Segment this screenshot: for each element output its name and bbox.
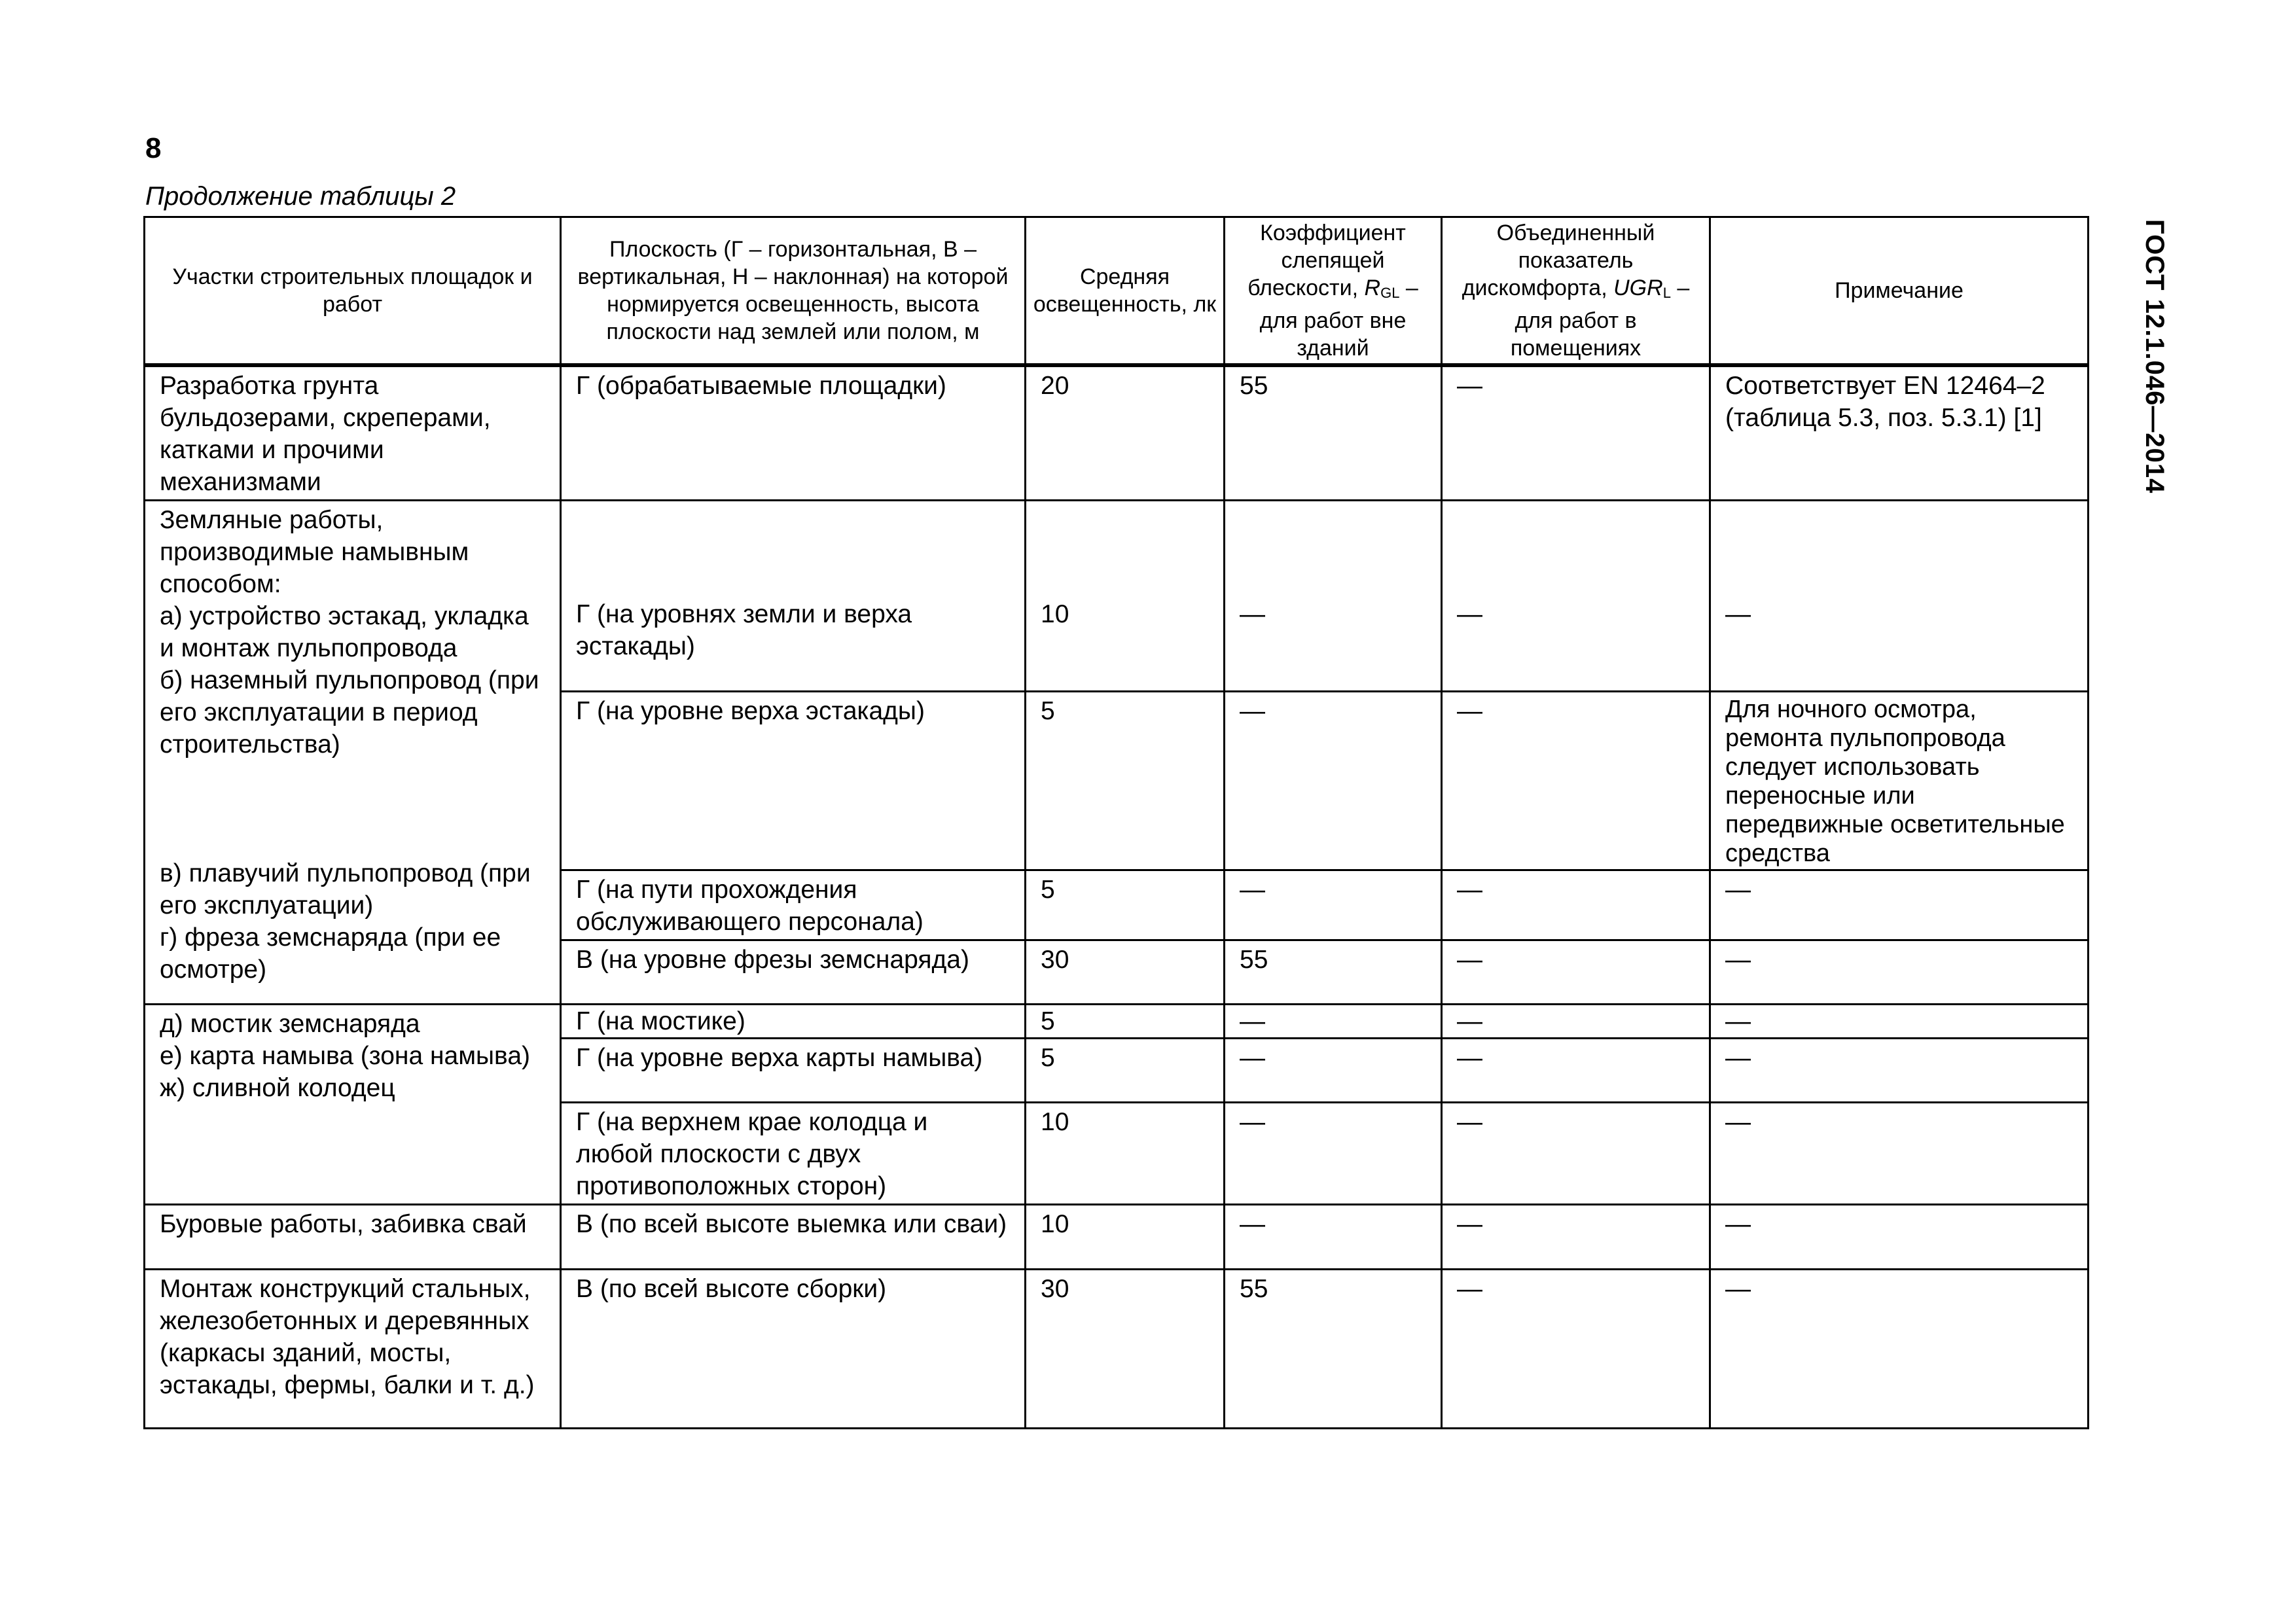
cell-plane: В (на уровне фрезы земснаряда) [561, 940, 1026, 1005]
cell-lux: 5 [1026, 692, 1225, 870]
cell-plane: В (по всей высоте выемка или сваи) [561, 1205, 1026, 1270]
cell-note: — [1710, 1103, 2089, 1205]
cell-note: — [1710, 1270, 2089, 1429]
cell-ugr: — [1442, 1039, 1710, 1103]
header-illuminance: Средняя освещенность, лк [1026, 217, 1225, 366]
cell-ugr: — [1442, 870, 1710, 940]
header-area: Участки строительных площадок и работ [145, 217, 561, 366]
cell-lux: 5 [1026, 1005, 1225, 1039]
cell-plane: Г (обрабатываемые площадки) [561, 365, 1026, 501]
table-row [145, 501, 2089, 692]
cell-plane: Г (на пути прохождения обслуживающего персонала) [561, 870, 1026, 940]
cell-note: — [1710, 1005, 2089, 1039]
cell-lux: 5 [1026, 1039, 1225, 1103]
table-row [145, 1205, 2089, 1270]
illumination-table [143, 216, 2089, 1429]
cell-glare: — [1225, 501, 1442, 692]
cell-glare: — [1225, 692, 1442, 870]
cell-glare: 55 [1225, 1270, 1442, 1429]
area-item-b: б) наземный пульпопровод (при его эксплуатации в период строительства) [160, 666, 539, 758]
cell-area-group [145, 501, 561, 1005]
cell-plane: Г (на верхнем крае колодца и любой плоскости с двух противоположных сторон) [561, 1103, 1026, 1205]
cell-note: — [1710, 501, 2089, 692]
cell-lux: 20 [1026, 365, 1225, 501]
cell-glare: — [1225, 1039, 1442, 1103]
cell-lux: 10 [1026, 1103, 1225, 1205]
cell-note: — [1710, 940, 2089, 1005]
cell-area: Монтаж конструкций стальных, железобетонных и деревянных (каркасы зданий, мосты, эстакады, фермы, балки и т. д.) [145, 1270, 561, 1429]
cell-area: Разработка грунта бульдозерами, скреперами, катками и прочими механизмами [145, 365, 561, 501]
area-item-e: е) карта намыва (зона намыва) [160, 1042, 530, 1070]
cell-note: Для ночного осмотра, ремонта пульпопровода следует использовать переносные или передвижные осветительные средства [1710, 692, 2089, 870]
header-ugr: Объединенный показатель дискомфорта, $UGR_L$ – для работ в помещениях [1442, 217, 1710, 366]
header-plane: Плоскость (Г – горизонтальная, В – вертикальная, Н – наклонная) на которой нормируется освещенность, высота плоскости над землей или полом, м [561, 217, 1026, 366]
area-item-v: в) плавучий пульпопровод (при его эксплуатации) [160, 859, 531, 919]
area-item-g: г) фреза земснаряда (при ее осмотре) [160, 923, 501, 984]
cell-ugr: — [1442, 1005, 1710, 1039]
cell-glare: — [1225, 1103, 1442, 1205]
cell-plane: Г (на уровнях земли и верха эстакады) [561, 501, 1026, 692]
cell-ugr: — [1442, 692, 1710, 870]
area-item-a: а) устройство эстакад, укладка и монтаж пульпопровода [160, 602, 529, 662]
area-item-d: д) мостик земснаряда [160, 1010, 420, 1038]
cell-lux: 10 [1026, 501, 1225, 692]
cell-note: — [1710, 1205, 2089, 1270]
cell-lux: 30 [1026, 940, 1225, 1005]
area-item-zh: ж) сливной колодец [160, 1074, 395, 1102]
cell-glare: — [1225, 1005, 1442, 1039]
cell-lux: 10 [1026, 1205, 1225, 1270]
header-glare: Коэффициент слепящей блескости, $R_{GL}$ – для работ вне зданий [1225, 217, 1442, 366]
cell-glare: 55 [1225, 365, 1442, 501]
cell-area: Буровые работы, забивка свай [145, 1205, 561, 1270]
area-intro: Земляные работы, производимые намывным способом: [160, 506, 469, 598]
cell-glare: — [1225, 870, 1442, 940]
cell-ugr: — [1442, 365, 1710, 501]
cell-ugr: — [1442, 1103, 1710, 1205]
cell-plane: Г (на уровне верха эстакады) [561, 692, 1026, 870]
table-row [145, 365, 2089, 501]
cell-lux: 30 [1026, 1270, 1225, 1429]
cell-ugr: — [1442, 940, 1710, 1005]
cell-note: Соответствует EN 12464–2 (таблица 5.3, поз. 5.3.1) [1] [1710, 365, 2089, 501]
page-number: 8 [145, 132, 162, 164]
cell-plane: Г (на мостике) [561, 1005, 1026, 1039]
cell-ugr: — [1442, 1270, 1710, 1429]
cell-plane: В (по всей высоте сборки) [561, 1270, 1026, 1429]
cell-note: — [1710, 870, 2089, 940]
cell-area-group [145, 1005, 561, 1205]
table-row [145, 1005, 2089, 1039]
cell-plane: Г (на уровне верха карты намыва) [561, 1039, 1026, 1103]
cell-ugr: — [1442, 501, 1710, 692]
standard-code: ГОСТ 12.1.046—2014 [2140, 219, 2169, 494]
table-row [145, 1270, 2089, 1429]
cell-glare: — [1225, 1205, 1442, 1270]
cell-glare: 55 [1225, 940, 1442, 1005]
table-header [145, 217, 2089, 366]
cell-note: — [1710, 1039, 2089, 1103]
header-note: Примечание [1710, 217, 2089, 366]
table-caption: Продолжение таблицы 2 [145, 182, 456, 211]
cell-ugr: — [1442, 1205, 1710, 1270]
cell-lux: 5 [1026, 870, 1225, 940]
